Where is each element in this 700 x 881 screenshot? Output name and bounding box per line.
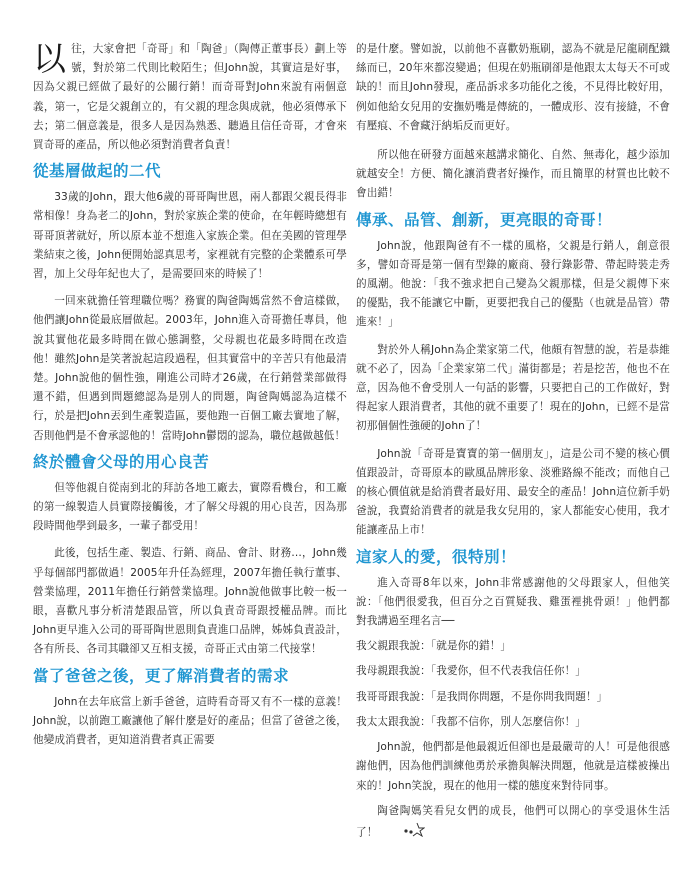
heading-grassroots: 從基層做起的二代: [33, 161, 162, 181]
paragraph-parents-1: 但等他親自從南到北的拜訪各地工廠去，實際看機台，和工廠的第一線製造人員實際接觸後，才了解父母親的用心良苦，因為那段時間他學到最多，一輩子都受用！: [33, 481, 347, 533]
paragraph-family-2: John說，他們都是他最親近但卻也是最嚴苛的人！可是他很感謝他們，因為他們訓練他勇於承擔與解決問題，他就是這樣被操出來的！John笑說，現在的他用一樣的態度來對待同事。: [356, 741, 670, 792]
doodle-end-icon: [381, 821, 424, 844]
intro-paragraph: [33, 40, 347, 155]
paragraph-inherit-1: John說，他跟陶爸有不一樣的風格，父親是行銷人，創意很多，譬如奇哥是第一個有型錄的廠商、發行錄影帶、帶起時裝走秀的風潮。他說：「我不強求把自己變為父親那樣，但是父親傳下來的優點，我不能讓它中斷，更要把我自己的優點（也就是品管）帶進來！」: [356, 239, 670, 329]
quote-brother: 我哥哥跟我說：「是我問你問題，不是你問我問題！」: [356, 690, 608, 703]
paragraph-family-1: 進入奇哥8年以來，John非常感謝他的父母跟家人，但他笑說：「他們很愛我，但百分之百質疑我、雞蛋裡挑骨頭！」他們都對我講過至理名言──: [356, 576, 670, 628]
intro-text: 往，大家會把「奇哥」和「陶爸」（陶傳正董事長）劃上等號，對於第二代則比較陌生；但John說，其實這是好事，因為父親已經做了最好的公關行銷！而奇哥對John來說有兩個意義，第一，它是父親創立的，有父親的理念與成就，他必須傳承下去；第二個意義是，很多人是因為熟悉、聽過且信任奇哥，才會來買奇哥的產品，所以他必須對消費者負責！: [33, 43, 347, 152]
right-column: [356, 40, 670, 844]
paragraph-simplify: 所以他在研發方面越來越講求簡化、自然、無毒化，越少添加就越安全！方便、簡化讓消費者好操作，而且簡單的材質也比較不會出錯！: [356, 149, 670, 200]
paragraph-grassroots-1: 33歲的John，跟大他6歲的哥哥陶世恩，兩人都跟父親長得非常相像！身為老二的John，對於家族企業的使命，在年輕時總想有哥哥頂著就好，所以原本並不想進入家族企業。但在美國的管理學業結束之後，John便開始認真思考，家裡就有完整的企業體系可學習，加上父母年紀也大了，是需要回來的時候了！: [33, 191, 347, 281]
heading-parents: 終於體會父母的用心良苦: [33, 451, 210, 471]
paragraph-family-3-text: 陶爸陶媽笑看兒女們的成長，他們可以開心的享受退休生活了！: [356, 804, 670, 839]
paragraph-parents-2: 此後，包括生產、製造、行銷、商品、會計、財務…，John幾乎每個部門都做過！2005年升任為經理，2007年擔任執行董事、營業協理，2011年擔任行銷營業協理。John說他做事比較一板一眼，喜歡凡事分析清楚跟品管，所以負責奇哥跟授權品牌。而比John更早進入公司的哥哥陶世恩則負責進口品牌，姊姊負責設計，各有所長、各司其職卻又互相支援，奇哥正式由第二代接掌！: [33, 547, 347, 656]
paragraph-father: John在去年底當上新手爸爸，這時看奇哥又有不一樣的意義！John說，以前跑工廠讓他了解什麼是好的產品；但當了爸爸之後，他變成消費者，更知道消費者真正需要: [33, 695, 347, 747]
quote-mother: 我母親跟我說：「我愛你，但不代表我信任你！」: [356, 665, 586, 678]
left-column: [33, 40, 347, 750]
quote-father: 我父親跟我說：「就是你的錯！」: [356, 640, 512, 653]
paragraph-inherit-2: 對於外人稱John為企業家第二代，他頗有智慧的說，若是恭維就不必了，因為「企業家第二代」滿街都是；若是挖苦，他也不在意，因為他不會受別人一句話的影響，只要把自己的工作做好，對得起家人跟消費者，其他的就不重要了！現在的John，已經不是當初那個個性強硬的John了！: [356, 343, 670, 433]
heading-inherit: 傳承、品管、創新，更亮眼的奇哥！: [356, 209, 613, 229]
heading-family: 這家人的愛，很特別！: [356, 546, 517, 566]
paragraph-grassroots-2: 一回來就擔任管理職位嗎？務實的陶爸陶媽當然不會這樣做，他們讓John從最底層做起。2003年，John進入奇哥擔任專員，他說其實他花最多時間在做心態調整，父母親也花最多時間在改造他！雖然John是笑著說起這段過程，但其實當中的辛苦只有他最清楚。John說他的個性強，剛進公司時才26歲，在行銷營業部做得還不錯，但遇到問題總認為是別人的問題，陶爸陶媽認為這樣不行，於是把John丟到生產製造區，要他跑一百個工廠去實地了解，否則他們是不會承認他的！當時John鬱悶的認為，職位越做越低！: [33, 295, 347, 442]
heading-father: 當了爸爸之後，更了解消費者的需求: [33, 665, 290, 685]
paragraph-continued: 的是什麼。譬如說，以前他不喜歡奶瓶刷，認為不就是尼龍刷配鐵絲而已，20年來都沒變過；但現在奶瓶刷卻是他跟太太每天不可或缺的！而且John發現，產品訴求多功能化之後，不見得比較好用，例如他給女兒用的安撫奶嘴是傳統的，一體成形、沒有接縫，不會有壓痕、不會藏汙納垢反而更好。: [356, 43, 670, 132]
paragraph-family-3: [356, 802, 670, 844]
drop-cap: 以: [33, 39, 67, 78]
paragraph-inherit-3: John說「奇哥是寶寶的第一個朋友」，這是公司不變的核心價值跟設計，奇哥原本的歐風品牌形象、淡雅路線不能改；而他自己的核心價值就是給消費者最好用、最安全的產品！John這位新手奶爸說，我賣給消費者的就是我女兒用的，家人都能安心使用，我才能讓產品上市！: [356, 447, 670, 537]
quote-wife: 我太太跟我說：「我都不信你，別人怎麼信你！」: [356, 715, 586, 728]
